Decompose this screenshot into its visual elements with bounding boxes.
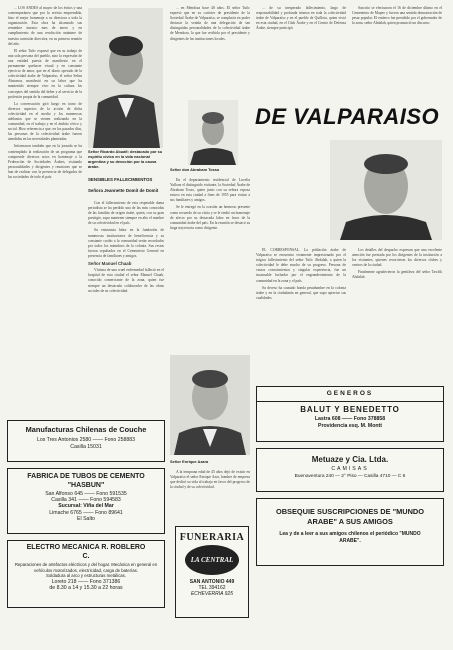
photo-caption-azara: Señor Enrique Azara	[170, 459, 209, 464]
ad-subtitle: CAMISAS	[331, 466, 369, 472]
paragraph: EL CORRESPONSAL. La población árabe de Valparaíso se encuentra vivamente impresionada por el trágico fallecimiento del señor Tufic Abdalah, a quien la colectividad le debe mucho de su progreso. Persona de vastos conocimientos y singular experiencia, fue un incansable luchador por el engrandecimiento de la comunidad en la zona y el país.	[256, 248, 346, 283]
ad-title: OBSEQUIE SUSCRIPCIONES DE "MUNDO ARABE" A SUS AMIGOS	[275, 507, 425, 526]
ad-line: Lastra 608 —— Fono 378858	[314, 416, 386, 422]
ad-line: ECHEVERRIA 925	[190, 591, 234, 597]
section-label-fallecimientos: SENSIBLES FALLECIMIENTOS	[88, 177, 153, 182]
paragraph: Su entusiasta labor en la fundación de numerosas instituciones de beneficencia y su constante cariño a la comunidad serán recordados por todos los miembros de la colonia. Sus restos fueron sepultados en el Cementerio General en presencia de familiares y amigos.	[88, 228, 164, 258]
paragraph: Suscrito se efectuaron el 16 de diciembre último en el Cementerio de Mapeo y fueron una sentida demostración de pesar popular. El entierro fue presidido por el gobernador de la zona, señor Abdalah, quien pronunció un discurso.	[352, 6, 442, 26]
ad-line: de 8.30 a 14 y 15.30 a 22 horas	[49, 585, 123, 591]
paragraph: En el departamento residencial de Lucelia Yallouz el distinguido visitante, la Sociedad Árabe de Abraham Tosso, quien junto con su señora esposa estuvo en esta ciudad a fines de 1955 para visitar a sus familiares y amigos.	[170, 178, 250, 203]
paragraph: A la temprana edad de 45 años dejó de existir en Valparaíso el señor Enrique Azar, hombre de empresa que dedicó su vida al trabajo en favor del progreso de la ciudad y de su colectividad.	[170, 470, 250, 490]
ad-line: El Salto	[77, 515, 95, 522]
ad-line: Buenaventura 240 — 2° Piso — Casilla 4710 — C 6	[294, 474, 406, 479]
ad-suscripciones	[256, 498, 444, 566]
paragraph: Con el fallecimiento de esta respetable dama periodista se ha perdido una de las más conocidas de las familias de origen árabe, quien, con su gran prestigio, supo mantener siempre en alto el nombre de su colectividad en el país.	[88, 201, 164, 226]
ad-funeraria	[175, 526, 249, 618]
paragraph: Finalmente agradecieron la gentileza del señor Tawfik Abdalah.	[352, 270, 442, 280]
ad-line: Casilla 15031	[70, 444, 102, 450]
ad-title: FUNERARIA	[179, 532, 245, 543]
ad-title: Metuaze y Cia. Ltda.	[311, 455, 389, 464]
portrait-photo-azara	[170, 355, 250, 455]
ad-line: SAN ANTONIO 449	[189, 579, 235, 585]
article-column-4b	[170, 470, 250, 520]
ad-line: San Alfonso 645 —— Fono 591535	[45, 491, 127, 497]
paragraph: ... LOS ANDES al mayor de los éxitos y una contemporánea que por la revista emprendida, hizo el mejor homenaje a su directora a toda la organización. Esta obra ha alcanzado sus renombre nuestro mes de enero y en cumplimiento de una resolución unánime de nuestra comisión directiva, en su primera reunión del año.	[8, 6, 82, 46]
funeraria-logo	[185, 545, 239, 575]
article-column-3	[170, 6, 250, 96]
ad-line: Soldadura al arco y estructuras metálicas.	[45, 573, 126, 578]
paragraph: El señor Tufic expresó que en su trabajo de una sola persona del pueblo, sino la expresión de una entidad puesta de manifiesto en el permanente quehacer visual y en constante ejercicio de amor, que en el diario operado de la colectividad árabe de Valparaíso, el señor Selim Abuomar, manifestó en su labor que ha mantenido siempre vivo en la cultura los conceptos del sentido del deber y al servicio de la profesión propia de la comunidad.	[8, 48, 82, 99]
portrait-photo-tosso	[188, 100, 238, 165]
ad-title: BALUT Y BENEDETTO	[300, 405, 400, 414]
obituary-subhead-domit: Señora Jeannette Domit de Domit	[88, 188, 159, 193]
article-column-5b	[256, 248, 346, 368]
ad-generos-balut	[256, 386, 444, 442]
ad-line: Los Tres Antonios 2580 —— Fono 258883	[36, 437, 136, 443]
paragraph: Su deceso ha causado honda pesadumbre en la colonia árabe y en la ciudadanía en general, que supo apreciar sus cualidades.	[256, 285, 346, 300]
ad-line: Casilla 341 —— Fono 594583	[51, 497, 121, 504]
ad-line: TEL 394162	[198, 585, 226, 591]
ad-title: FABRICA DE TUBOS DE CEMENTO "HASBUN"	[27, 473, 145, 489]
article-column-2	[88, 201, 164, 351]
ad-header-generos: GENEROS	[326, 390, 374, 397]
article-column-6	[352, 6, 442, 76]
paragraph: Se le entregó en la ocasión un hermoso presente como recuerdo de su visita y se le rindió un homenaje de afecto por su destacada labor en favor de la comunidad árabe del país. En la reunión se destacó su larga trayectoria como dirigente.	[170, 205, 250, 230]
photo-caption-abuafi: Señor Ricardo Abuafi: destacado por su espíritu cívico en la vida nacional argentina y su devoción por la causa árabe.	[88, 149, 163, 169]
ad-metuaze	[256, 448, 444, 492]
headline: DE VALPARAISO	[255, 104, 440, 129]
article-column-4	[170, 178, 250, 350]
article-column-1	[8, 6, 82, 311]
paragraph: ... de su inesperado fallecimiento, largo de responsabilidad y profunda tristeza en toda la colectividad árabe de Valparaíso y en el pueblo de Quillota, quien vivió en esta ciudad, en el Club Árabe y en el Centro de Defensa Árabe, siempre participó.	[256, 6, 346, 31]
ad-line: Loreto 218 —— Fono 371386	[51, 578, 121, 585]
ad-couche	[7, 420, 165, 462]
paragraph: Los detalles del despacho expresan que una excelente atención fue prestada por los dirigentes de la institución a los visitantes, quienes recorrieron los diversos clubes y centros de la ciudad.	[352, 248, 442, 268]
obituary-subhead-chaab: Señor Manuel Chaab	[88, 261, 132, 267]
ad-line: Limache 6765 —— Fono 89641	[49, 509, 123, 516]
photo-caption-tosso: Señor don Abraham Tosso	[170, 167, 220, 172]
article-column-6b	[352, 248, 442, 368]
paragraph: La conversación giró luego en torno de diversos aspectos de la acción de dicha colectividad en el medio y los numerosos adelantos que se vienen realizando en la comunidad, en el trabajo y en el ámbito cívico y social. Hizo referencia a que, en los pasados días, las personas de la colectividad árabe fueron atendidas en las necesidades planteadas.	[8, 101, 82, 142]
divider	[257, 401, 443, 402]
ad-line: Sucursal: Viña del Mar	[58, 503, 114, 510]
paragraph: ... en Mendoza hace 40 años. El señor Tufic expresó que en su carácter de presidente de la Sociedad Árabe de Valparaíso, se complacía en poder destacar la venida de una delegación de tan distinguidas personalidades de la colectividad árabe de Mendoza, la que fue recibida por el presidente y dirigentes de las instituciones locales.	[170, 6, 250, 41]
ad-roblero	[7, 540, 165, 608]
paragraph: Víctima de una cruel enfermedad falleció en el hospital de esta ciudad el señor Manuel Chaab, conocido comerciante de la zona, quien fue siempre un destacado colaborador de las obras sociales de su colectividad.	[88, 268, 164, 293]
funeraria-brand: LA CENTRAL	[190, 556, 234, 564]
ad-title: Manufacturas Chilenas de Couche	[25, 425, 147, 434]
ad-line: Lea y de a leer a sus amigos chilenos el periódico "MUNDO ARABE".	[279, 531, 421, 544]
portrait-photo-abuafi	[88, 8, 163, 148]
paragraph: Informaron también que en la jornada se ha contemplado la realización de un programa que comprende diversos actos en homenaje a la Federación de Sociedades Árabes, visitando personalidades y dirigentes y reuniones que se han de realizar con la presencia de delegados de las sociedades de todo el país.	[8, 144, 82, 179]
ad-title: ELECTRO MECANICA R. ROBLERO C.	[26, 544, 146, 560]
ad-line: Providencia esq. M. Montt	[318, 423, 382, 429]
ad-hasbun	[7, 468, 165, 534]
ad-line: Reparaciones de artefactos eléctricos y del hogar. Mecánica en general en vehículos motorizados, electricidad, carga de baterías.	[14, 562, 158, 573]
portrait-photo-abdalah	[330, 140, 442, 240]
article-column-5	[256, 6, 346, 76]
